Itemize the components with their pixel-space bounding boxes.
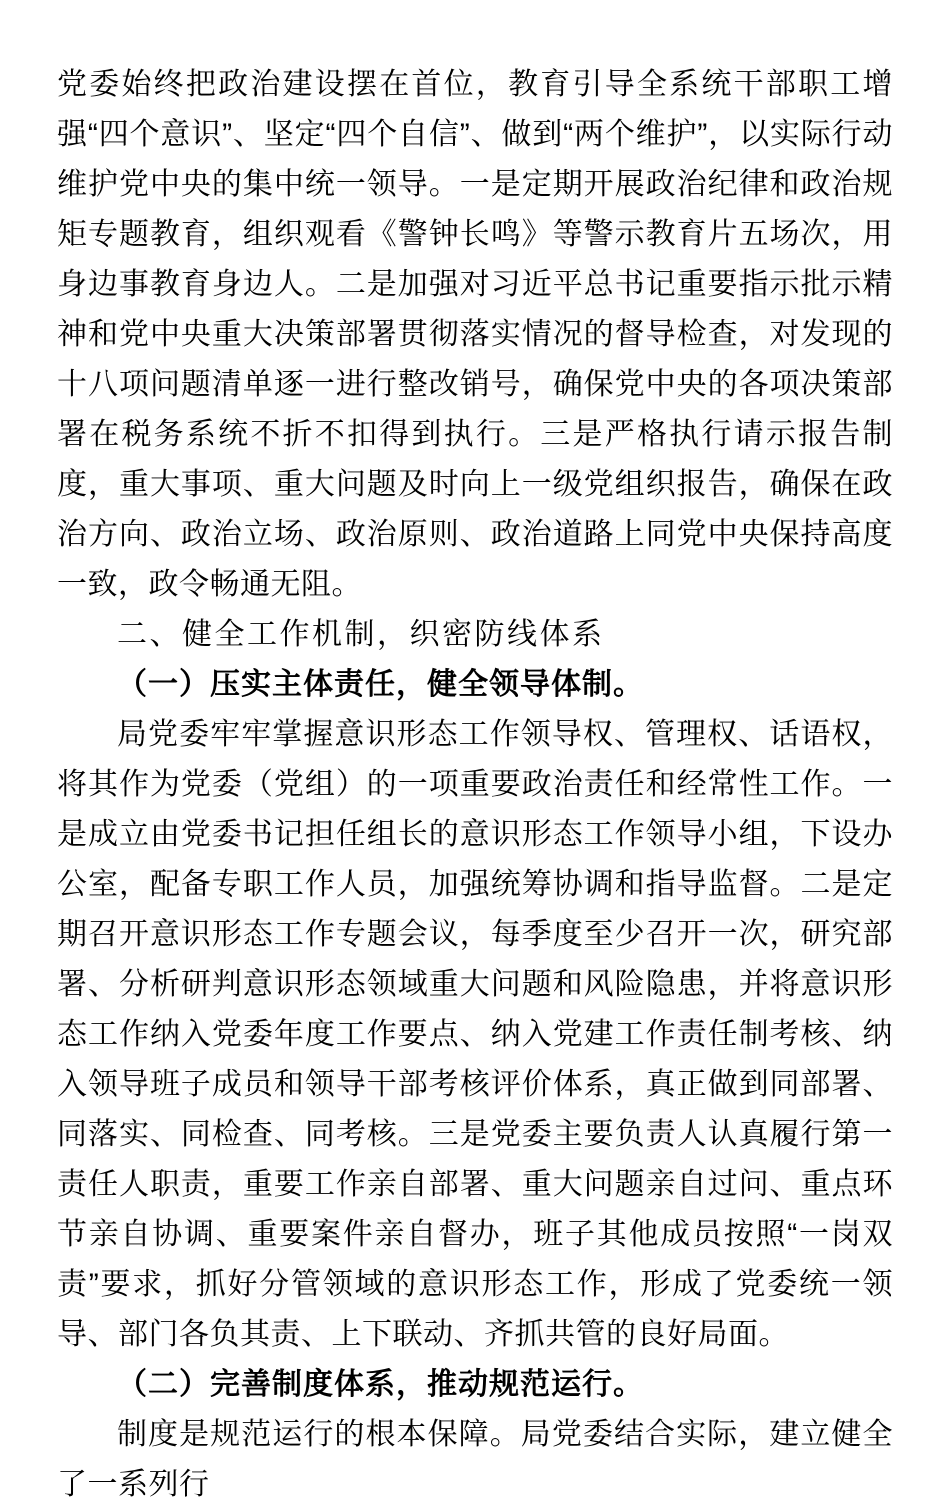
sub-heading-2-institution-system: （二）完善制度体系，推动规范运行。 [117,1368,644,1401]
paragraph-political-building-continuation: 党委始终把政治建设摆在首位，教育引导全系统干部职工增强“四个意识”、坚定“四个自信”、做到“两个维护”，以实际行动维护党中央的集中统一领导。一是定期开展政治纪律和政治规矩专题教育，组织观看《警钟长鸣》等警示教育片五场次，用身边事教育身边人。二是加强对习近平总书记重要指示批示精神和党中央重大决策部署贯彻落实情况的督导检查，对发现的十八项问题清单逐一进行整改销号，确保党中央的各项决策部署在税务系统不折不扣得到执行。三是严格执行请示报告制度，重大事项、重大问题及时向上一级党组织报告，确保在政治方向、政治立场、政治原则、政治道路上同党中央保持高度一致，政令畅通无阻。 [57,68,893,601]
sub-heading-1-main-responsibility: （一）压实主体责任，健全领导体制。 [117,668,644,701]
document-text-area [57,60,893,1510]
section-heading-2-work-mechanism: 二、健全工作机制，织密防线体系 [117,618,605,651]
paragraph-institution-guarantee-cutoff: 制度是规范运行的根本保障。局党委结合实际，建立健全了一系列行 [57,1418,893,1501]
paragraph-leadership-of-ideology-work: 局党委牢牢掌握意识形态工作领导权、管理权、话语权，将其作为党委（党组）的一项重要政治责任和经常性工作。一是成立由党委书记担任组长的意识形态工作领导小组，下设办公室，配备专职工作人员，加强统筹协调和指导监督。二是定期召开意识形态工作专题会议，每季度至少召开一次，研究部署、分析研判意识形态领域重大问题和风险隐患，并将意识形态工作纳入党委年度工作要点、纳入党建工作责任制考核、纳入领导班子成员和领导干部考核评价体系，真正做到同部署、同落实、同检查、同考核。三是党委主要负责人认真履行第一责任人职责，重要工作亲自部署、重大问题亲自过问、重点环节亲自协调、重要案件亲自督办，班子其他成员按照“一岗双责”要求，抓好分管领域的意识形态工作，形成了党委统一领导、部门各负其责、上下联动、齐抓共管的良好局面。 [57,718,893,1351]
